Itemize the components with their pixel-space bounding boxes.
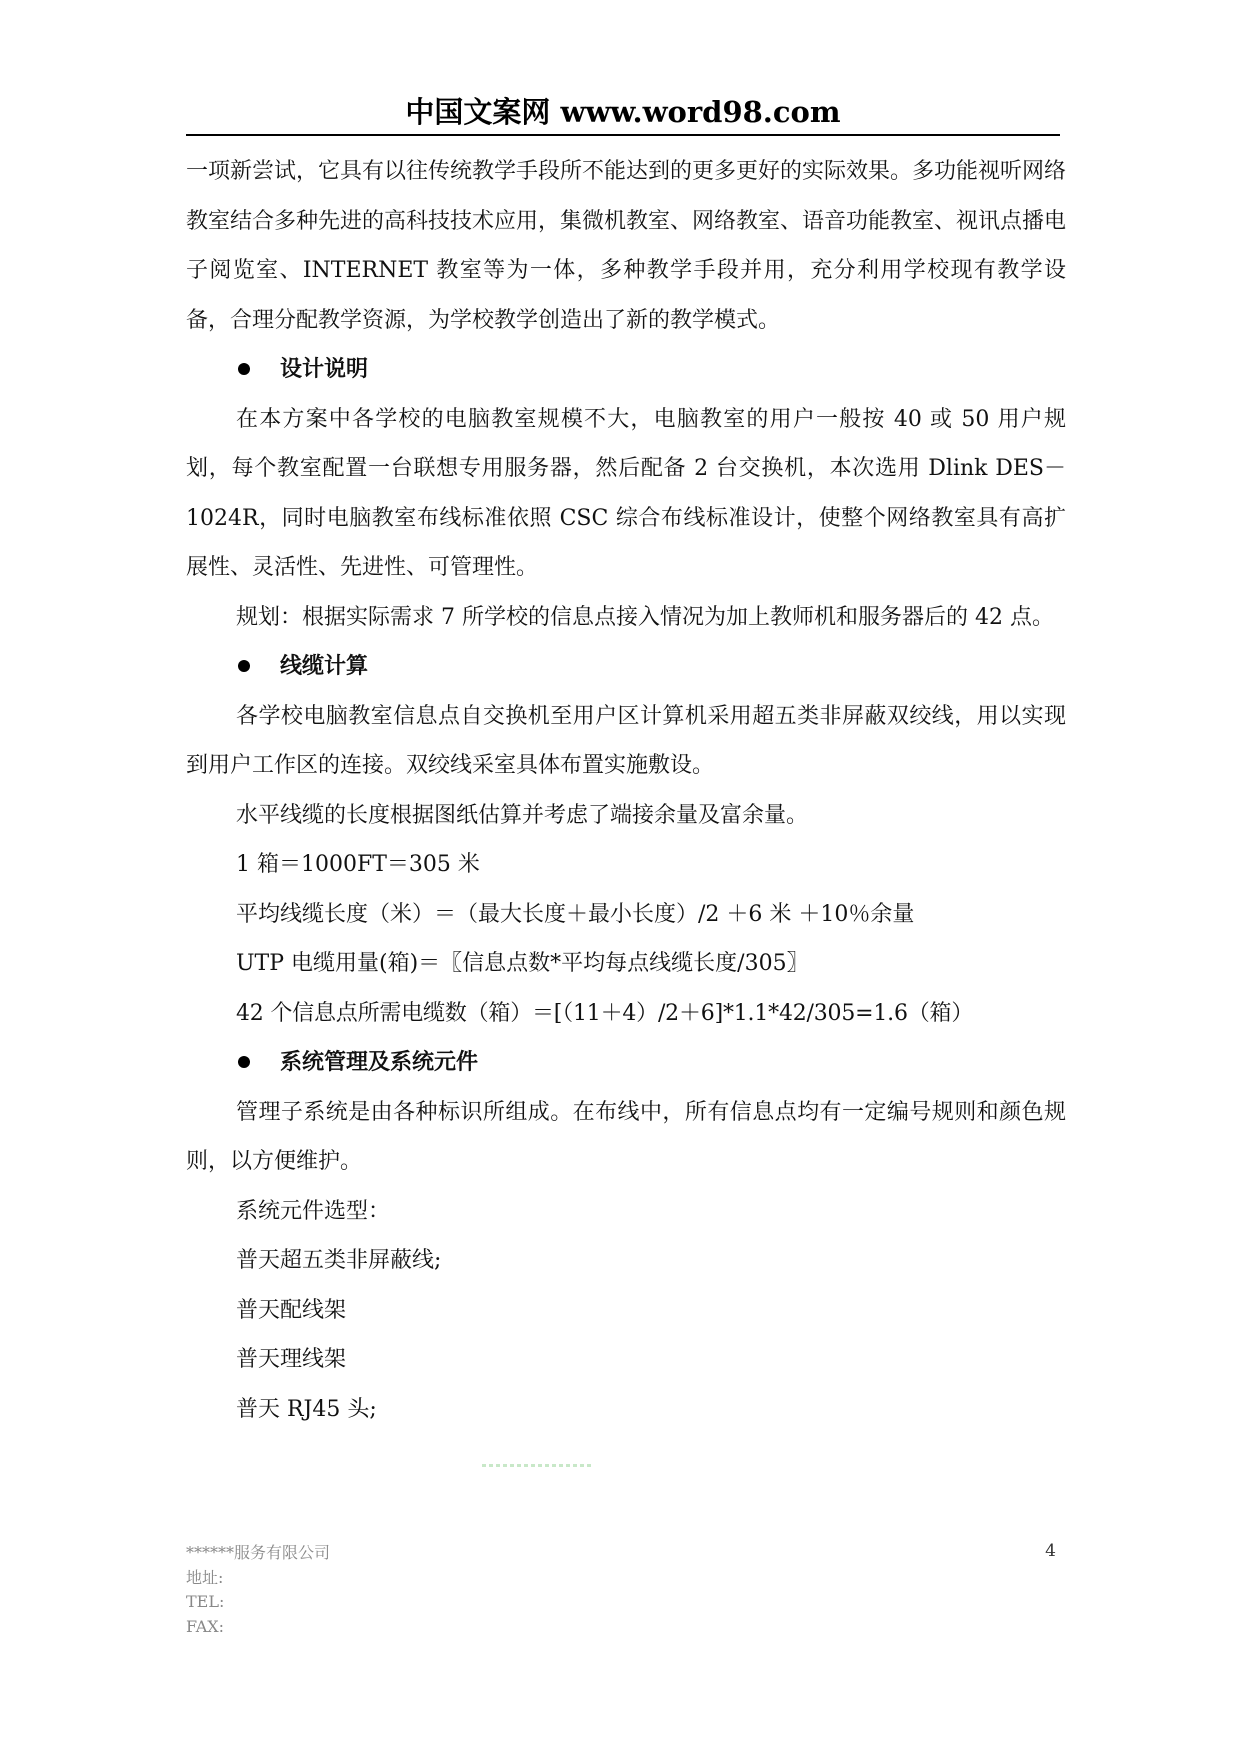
bullet-icon [238, 363, 250, 375]
formula-utp: UTP 电缆用量(箱)＝〖信息点数*平均每点线缆长度/305〗 [236, 951, 809, 976]
footer-address: 地址: [186, 1567, 224, 1587]
paragraph-cable: 各学校电脑教室信息点自交换机至用户区计算机采用超五类非屏蔽双绞线，用以实现到用户工作区的连接。双绞线采室具体布置实施敷设。 [186, 703, 1066, 778]
component-item: 普天理线架 [236, 1347, 347, 1372]
section-title: 设计说明 [280, 356, 369, 382]
document-body [186, 147, 1066, 1434]
section-title: 系统管理及系统元件 [280, 1049, 479, 1075]
component-intro: 系统元件选型： [236, 1198, 391, 1224]
component-item: 普天超五类非屏蔽线; [236, 1248, 442, 1273]
page-footer [186, 1541, 1056, 1639]
component-item: 普天配线架 [236, 1297, 347, 1323]
footer-tel: TEL: [186, 1592, 225, 1611]
component-item: 普天 RJ45 头; [236, 1396, 377, 1422]
page-header [186, 92, 1060, 136]
formula-result: 42 个信息点所需电缆数（箱）＝[（11＋4）/2＋6]*1.1*42/305=1.6（箱） [236, 1000, 974, 1026]
bullet-icon [238, 1056, 250, 1068]
paragraph-horizontal: 水平线缆的长度根据图纸估算并考虑了端接余量及富余量。 [236, 802, 809, 828]
formula-average: 平均线缆长度（米）＝（最大长度＋最小长度）/2 ＋6 米 ＋10％余量 [236, 901, 915, 927]
section-heading-design [186, 345, 1066, 395]
paragraph-management: 管理子系统是由各种标识所组成。在布线中，所有信息点均有一定编号规则和颜色规则，以方便维护。 [186, 1099, 1066, 1174]
section-title: 线缆计算 [280, 653, 369, 679]
formula-box: 1 箱＝1000FT＝305 米 [236, 852, 480, 877]
section-heading-management [186, 1038, 1066, 1088]
section-heading-cable [186, 642, 1066, 692]
paragraph-design: 在本方案中各学校的电脑教室规模不大，电脑教室的用户一般按 40 或 50 用户规划，每个教室配置一台联想专用服务器，然后配备 2 台交换机，本次选用 Dlink DES－1024R，同时电脑教室布线标准依照 CSC 综合布线标准设计，使整个网络教室具有高扩展性、灵活性、先进性、可管理性。 [186, 406, 1066, 580]
bullet-icon [238, 660, 250, 672]
header-title: 中国文案网 www.word98.com [405, 95, 841, 129]
page-number: 4 [1045, 1541, 1056, 1561]
faint-watermark-mark [482, 1464, 592, 1467]
footer-company: ******服务有限公司 [186, 1543, 331, 1562]
paragraph-intro: 一项新尝试，它具有以往传统教学手段所不能达到的更多更好的实际效果。多功能视听网络教室结合多种先进的高科技技术应用，集微机教室、网络教室、语音功能教室、视讯点播电子阅览室、INTERNET 教室等为一体，多种教学手段并用，充分利用学校现有教学设备，合理分配教学资源，为学校教学创造出了新的教学模式。 [186, 159, 1067, 333]
paragraph-planning: 规划：根据实际需求 7 所学校的信息点接入情况为加上教师机和服务器后的 42 点。 [236, 604, 1054, 630]
footer-fax: FAX: [186, 1616, 225, 1636]
